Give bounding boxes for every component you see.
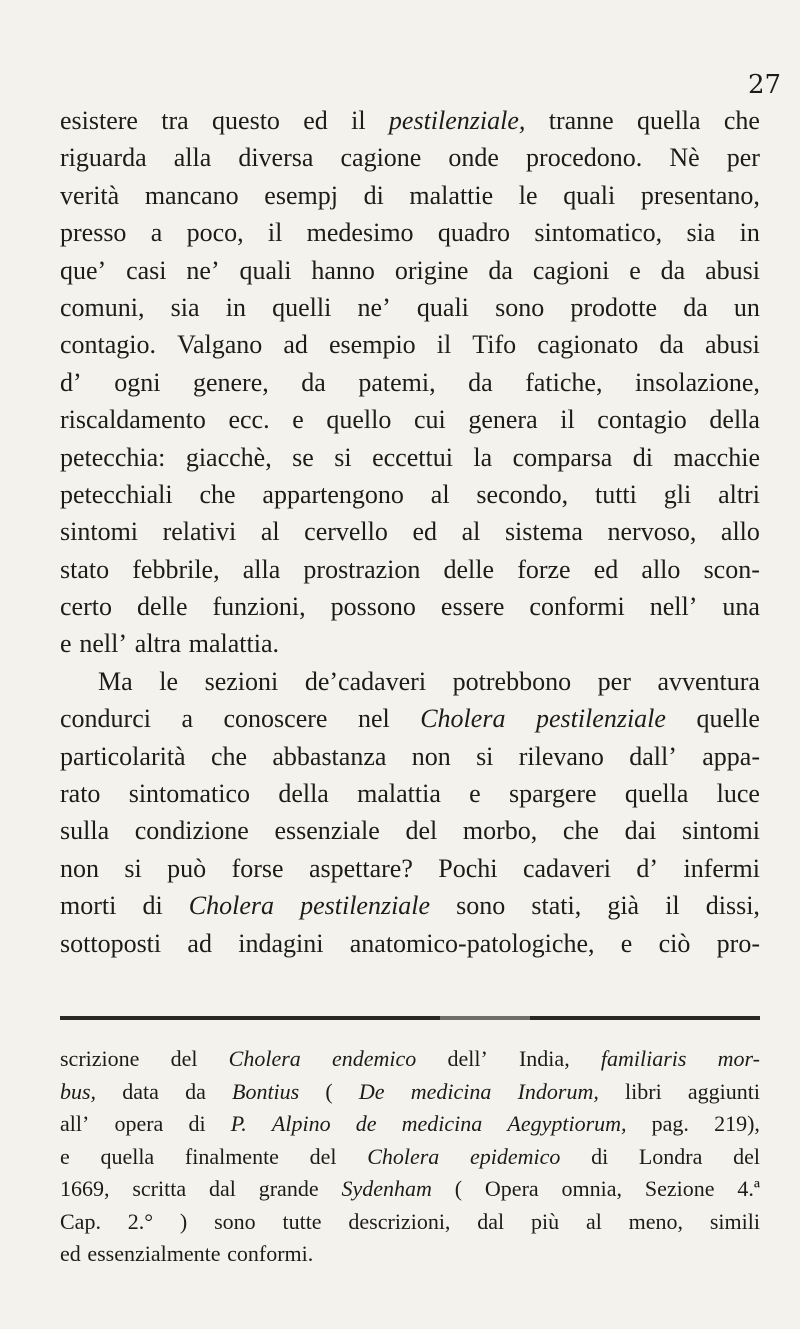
- paragraph-1: [60, 102, 760, 663]
- footnote-line: bus, data da Bontius ( De medicina Indorum, libri aggiunti: [60, 1078, 760, 1104]
- text-line: verità mancano esempj di malattie le quali presentano,: [60, 180, 760, 210]
- footnote-line: Cap. 2.° ) sono tutte descrizioni, dal più al meno, simili: [60, 1208, 760, 1234]
- text-line: petecchia: giacchè, se si eccettui la comparsa di macchie: [60, 442, 760, 472]
- text-line: que’ casi ne’ quali hanno origine da cagioni e da abusi: [60, 255, 760, 285]
- text-line: stato febbrile, alla prostrazion delle forze ed allo scon-: [60, 554, 760, 584]
- footnote-line: e quella finalmente del Cholera epidemico di Londra del: [60, 1143, 760, 1169]
- text-line: sulla condizione essenziale del morbo, che dai sintomi: [60, 816, 760, 846]
- text-line: contagio. Valgano ad esempio il Tifo cagionato da abusi: [60, 330, 760, 360]
- paragraph-2: [60, 663, 760, 962]
- page-number: 27: [748, 70, 782, 100]
- footnote-line: ed essenzialmente conformi.: [60, 1241, 314, 1266]
- text-line: certo delle funzioni, possono essere conformi nell’ una: [60, 592, 760, 622]
- text-line: d’ ogni genere, da patemi, da fatiche, insolazione,: [60, 367, 760, 397]
- text-line: e nell’ altra malattia.: [60, 629, 280, 659]
- text-line: rato sintomatico della malattia e spargere quella luce: [60, 779, 760, 809]
- footnote-divider: [60, 1016, 760, 1020]
- main-text: [60, 102, 760, 962]
- text-line: sintomi relativi al cervello ed al sistema nervoso, allo: [60, 517, 760, 547]
- footnote-line: all’ opera di P. Alpino de medicina Aegyptiorum, pag. 219),: [60, 1111, 760, 1136]
- footnote: [60, 1043, 760, 1271]
- text-line: riscaldamento ecc. e quello cui genera il contagio della: [60, 405, 760, 435]
- text-line: sottoposti ad indagini anatomico-patologiche, e ciò pro-: [60, 928, 760, 958]
- text-line: riguarda alla diversa cagione onde procedono. Nè per: [60, 143, 760, 173]
- text-line: presso a poco, il medesimo quadro sintomatico, sia in: [60, 218, 760, 248]
- text-line: esistere tra questo ed il pestilenziale, tranne quella che: [60, 106, 760, 135]
- text-line: non si può forse aspettare? Pochi cadaveri d’ infermi: [60, 853, 760, 883]
- text-line: morti di Cholera pestilenziale sono stati, già il dissi,: [60, 891, 760, 921]
- text-line: comuni, sia in quelli ne’ quali sono prodotte da un: [60, 292, 760, 322]
- text-line: condurci a conoscere nel Cholera pestilenziale quelle: [60, 704, 760, 734]
- text-line: petecchiali che appartengono al secondo, tutti gli altri: [60, 479, 760, 509]
- footnote-line: scrizione del Cholera endemico dell’ India, familiaris mor-: [60, 1046, 760, 1071]
- text-line: Ma le sezioni de’cadaveri potrebbono per avventura: [98, 666, 760, 696]
- footnote-line: 1669, scritta dal grande Sydenham ( Opera omnia, Sezione 4.ª: [60, 1176, 760, 1201]
- text-line: particolarità che abbastanza non si rilevano dall’ appa-: [60, 741, 760, 771]
